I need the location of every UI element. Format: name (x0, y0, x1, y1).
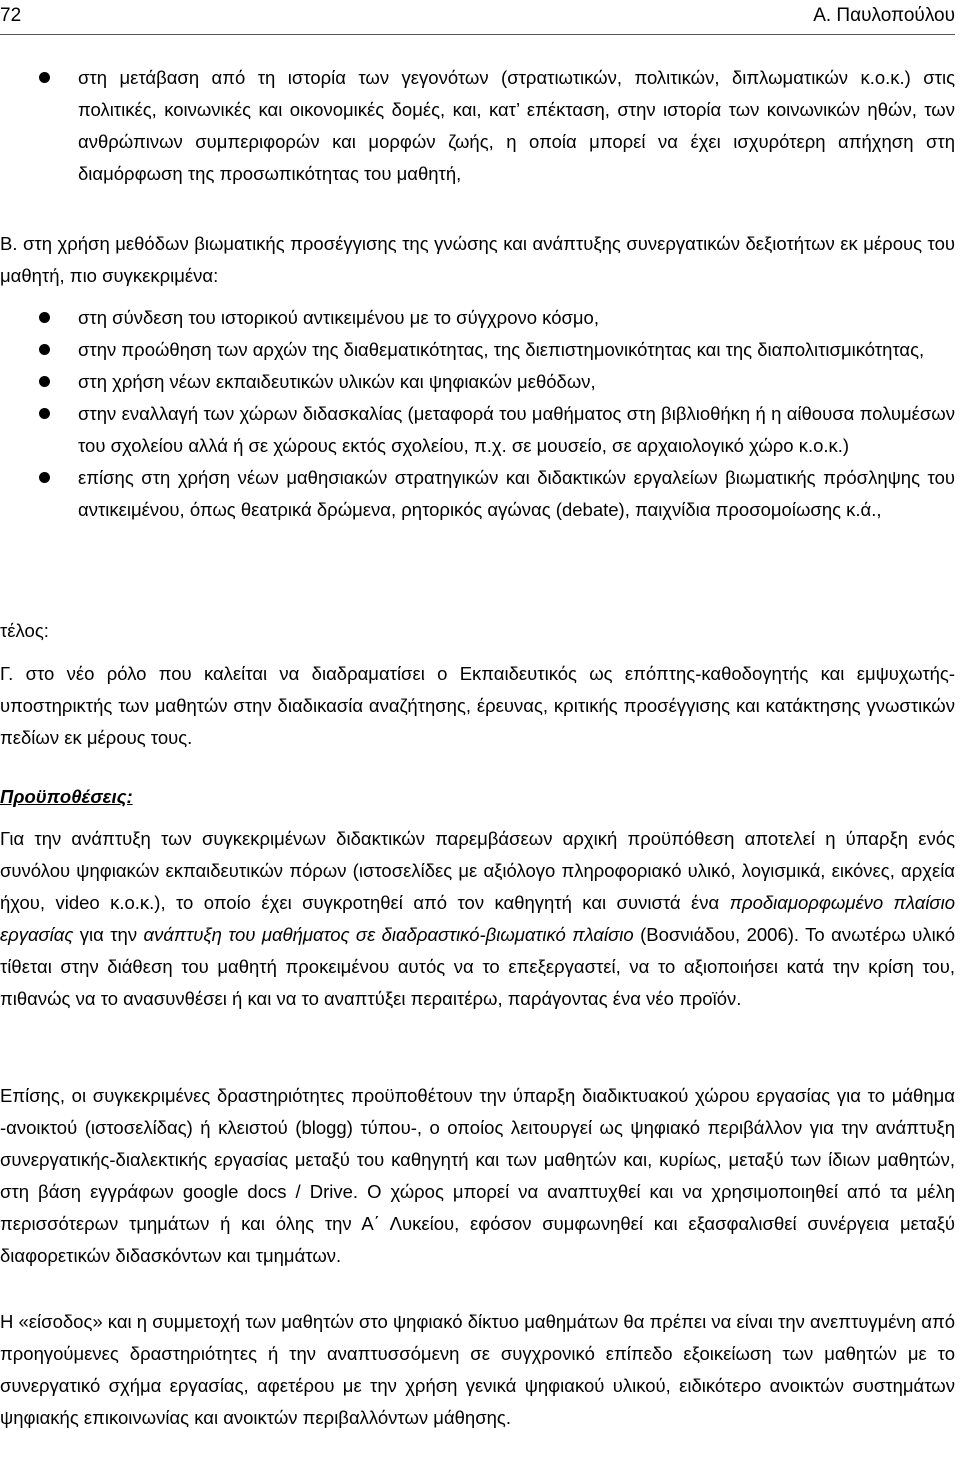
italic-run: προδιαμορφωμένο πλαίσιο εργασίας (0, 892, 955, 945)
prerequisites-paragraph-3 (0, 1306, 955, 1434)
section-c (0, 658, 955, 754)
bullet-icon (39, 72, 50, 83)
section-b-bullet-list (0, 302, 955, 526)
page-number: 72 (0, 5, 22, 26)
bullet-icon (39, 312, 50, 323)
paragraph-text: Η «είσοδος» και η συμμετοχή των μαθητών στο ψηφιακό δίκτυο μαθημάτων θα πρέπει να είναι την ανεπτυγμένη από προηγούμενες δραστηριότητες ή την αναπτυσσόμενη σε συγχρονικό επίπεδο εξοικείωση των μαθητών με το συνεργατικό σχήμα εργασίας, αφετέρου με την χρήση γενικά ψηφιακού υλικού, ειδικότερο ανοικτών συστημάτων ψηφιακής επικοινωνίας και ανοικτών περιβαλλόντων μάθησης. (0, 1311, 955, 1428)
list-item (0, 366, 955, 398)
paragraph-text (0, 823, 955, 1015)
running-head-author: Α. Παυλοπούλου (813, 5, 955, 26)
prerequisites-paragraph-2 (0, 1080, 955, 1272)
list-item (0, 398, 955, 462)
section-b (0, 228, 955, 292)
list-item-text: στη χρήση νέων εκπαιδευτικών υλικών και ψηφιακών μεθόδων, (78, 371, 596, 392)
prerequisites-heading: Προϋποθέσεις: (0, 786, 133, 807)
text-run: Για την ανάπτυξη των συγκεκριμένων διδακτικών παρεμβάσεων αρχική προϋπόθεση αποτελεί η ύπαρξη ενός συνόλου ψηφιακών εκπαιδευτικών πόρων (ιστοσελίδες με αξιόλογο πληροφοριακό υλικό, λογισμικά, εικόνες, αρχεία ήχου, video κ.ο.κ.), το οποίο έχει συγκροτηθεί από τον καθηγητή και συνιστά ένα (0, 828, 955, 913)
section-b-text: Β. στη χρήση μεθόδων βιωματικής προσέγγισης της γνώσης και ανάπτυξης συνεργατικών δεξιοτήτων εκ μέρους του μαθητή, πιο συγκεκριμένα: (0, 233, 955, 286)
bullet-icon (39, 344, 50, 355)
section-c-text: Γ. στο νέο ρόλο που καλείται να διαδραματίσει ο Εκπαιδευτικός ως επόπτης-καθοδογητής και εμψυχωτής-υποστηρικτής των μαθητών στην διαδικασία αναζήτησης, έρευνας, κριτικής προσέγγισης και κατάκτησης γνωστικών πεδίων εκ μέρους τους. (0, 663, 955, 748)
list-item-text: επίσης στη χρήση νέων μαθησιακών στρατηγικών και διδακτικών εργαλείων βιωματικής πρόσληψης του αντικειμένου, όπως θεατρικά δρώμενα, ρητορικός αγώνας (debate), παιχνίδια προσομοίωσης κ.ά., (78, 467, 955, 520)
text-run: (Βοσνιάδου, 2006). Το ανωτέρω υλικό τίθεται στην διάθεση του μαθητή προκειμένου αυτός να το επεξεργαστεί, να το αξιοποιήσει κατά την κρίση του, πιθανώς να το ανασυνθέσει ή και να το αναπτύξει περαιτέρω, παράγοντας ένα νέο προϊόν. (0, 924, 955, 1009)
bullet-icon (39, 408, 50, 419)
text-run: για την (73, 924, 144, 945)
list-item-text: στη σύνδεση του ιστορικού αντικειμένου με το σύγχρονο κόσμο, (78, 307, 599, 328)
finally-label: τέλος: (0, 620, 49, 641)
list-item-text: στην εναλλαγή των χώρων διδασκαλίας (μεταφορά του μαθήματος στη βιβλιοθήκη ή η αίθουσα πολυμέσων του σχολείου αλλά ή σε χώρους εκτός σχολείου, π.χ. σε μουσείο, σε αρχαιολογικό χώρο κ.ο.κ.) (78, 403, 955, 456)
prerequisites-paragraph-1 (0, 823, 955, 1015)
top-bullet-list (0, 62, 955, 190)
list-item (0, 62, 955, 190)
list-item-text: στην προώθηση των αρχών της διαθεματικότητας, της διεπιστημονικότητας και της διαπολιτισμικότητας, (78, 339, 925, 360)
italic-run: ανάπτυξη του μαθήματος σε διαδραστικό-βιωματικό πλαίσιο (143, 924, 634, 945)
list-item (0, 334, 955, 366)
list-item-text: στη μετάβαση από τη ιστορία των γεγονότων (στρατιωτικών, πολιτικών, διπλωματικών κ.ο.κ.) στις πολιτικές, κοινωνικές και οικονομικές δομές, και, κατ’ επέκταση, στην ιστορία των κοινωνικών ηθών, των ανθρώπινων συμπεριφορών και μορφών ζωής, η οποία μπορεί να έχει ισχυρότερη απήχηση στη διαμόρφωση της προσωπικότητας του μαθητή, (78, 67, 955, 184)
bullet-icon (39, 472, 50, 483)
list-item (0, 462, 955, 526)
page-header (0, 0, 955, 35)
paragraph-text: Επίσης, οι συγκεκριμένες δραστηριότητες προϋποθέτουν την ύπαρξη διαδικτυακού χώρου εργασίας για το μάθημα -ανοικτού (ιστοσελίδας) ή κλειστού (blogg) τύπου-, ο οποίος λειτουργεί ως ψηφιακό περιβάλλον για την ανάπτυξη συνεργατικής-διαλεκτικής εργασίας μεταξύ του καθηγητή και των μαθητών και, κυρίως, μεταξύ των ίδιων μαθητών, στη βάση εγγράφων google docs / Drive. Ο χώρος μπορεί να αναπτυχθεί και να χρησιμοποιηθεί από τα μέλη περισσότερων τμημάτων ή και όλης την Α΄ Λυκείου, εφόσον συμφωνηθεί και εξασφαλισθεί συνέργεια μεταξύ διαφορετικών διδασκόντων και τμημάτων. (0, 1085, 955, 1266)
list-item (0, 302, 955, 334)
bullet-icon (39, 376, 50, 387)
